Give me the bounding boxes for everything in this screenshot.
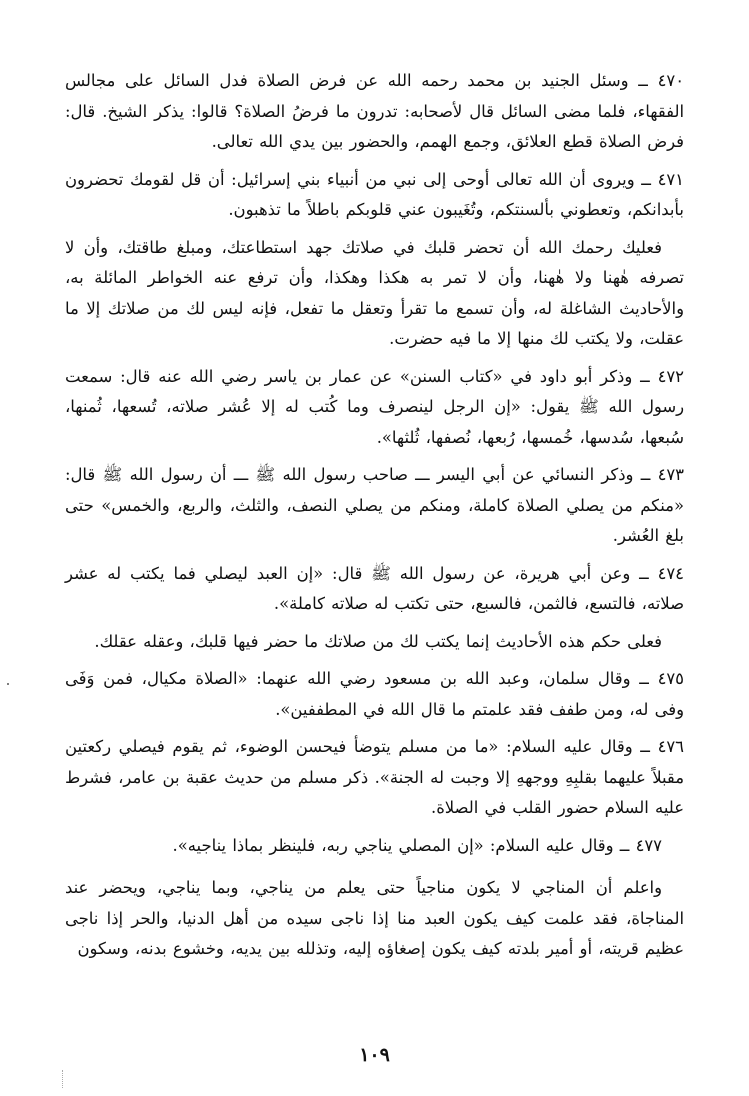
paragraph-473: ٤٧٣ ــ وذكر النسائي عن أبي اليسر ـــ صاحب رسول الله ﷺ ـــ أن رسول الله ﷺ قال: «منكم من يصلي الصلاة كاملة، ومنكم من يصلي النصف، والثلث، والربع، والخمس» حتى بلغ العُشر. xyxy=(65,465,684,545)
margin-speck xyxy=(7,683,9,685)
paragraph-commentary-presence: فعليك رحمك الله أن تحضر قلبك في صلاتك جهد استطاعتك، ومبلغ طاقتك، وأن لا تصرفه هٰهنا ولا هٰهنا، وأن لا تمر به هكذا وهكذا، وأن ترفع عنه الخواطر المائلة به، والأحاديث الشاغلة له، وأن تسمع ما تقرأ وتعقل ما تفعل، فإنه ليس لك من صلاتك إلا ما عقلت، ولا يكتب لك منها إلا ما فيه حضرت. xyxy=(65,237,684,348)
paragraph-471: ٤٧١ ــ ويروى أن الله تعالى أوحى إلى نبي من أنبياء بني إسرائيل: أن قل لقومك تحضرون بأبدانكم، وتعطوني بألسنتكم، وتُغَيبون عني قلوبكم باطلاً ما تذهبون. xyxy=(65,169,684,219)
paragraph-476: ٤٧٦ ــ وقال عليه السلام: «ما من مسلم يتوضأ فيحسن الوضوء، ثم يقوم فيصلي ركعتين مقبلاً عليهما بقلبِهِ ووجههِ إلا وجبت له الجنة». ذكر مسلم من حديث عقبة بن عامر، فشرط عليه السلام حضور القلب في الصلاة. xyxy=(65,737,684,817)
paragraph-commentary-hadith: فعلى حكم هذه الأحاديث إنما يكتب لك من صلاتك ما حضر فيها قلبك، وعقله عقلك. xyxy=(94,631,662,651)
paragraph-472: ٤٧٢ ــ وذكر أبو داود في «كتاب السنن» عن عمار بن ياسر رضي الله عنه قال: سمعت رسول الله ﷺ يقول: «إن الرجل لينصرف وما كُتب له إلا عُشر صلاته، تُسعها، ثُمنها، سُبعها، سُدسها، خُمسها، رُبعها، نُصفها، ثُلثها». xyxy=(65,366,684,447)
paragraph-470: ٤٧٠ ــ وسئل الجنيد بن محمد رحمه الله عن فرض الصلاة فدل السائل على مجالس الفقهاء، فلما مضى السائل قال لأصحابه: تدرون ما فرضُ الصلاة؟ قالوا: يذكر الشيخ. قال: فرض الصلاة قطع العلائق، وجمع الهمم، والحضور بين يدي الله تعالى. xyxy=(65,71,685,151)
paragraph-477: ٤٧٧ ــ وقال عليه السلام: «إن المصلي يناجي ربه، فلينظر بماذا يناجيه». xyxy=(172,835,662,855)
paragraph-475: ٤٧٥ ــ وقال سلمان، وعبد الله بن مسعود رضي الله عنهما: «الصلاة مكيال، فمن وَفَى وفى له، ومن طفف فقد علمتم ما قال الله في المطففين». xyxy=(65,669,684,719)
paragraph-474: ٤٧٤ ــ وعن أبي هريرة، عن رسول الله ﷺ قال: «إن العبد ليصلي فما يكتب له عشر صلاته، فالتسع، فالثمن، فالسبع، حتى تكتب له صلاته كاملة». xyxy=(65,563,684,613)
page-number: ١٠٩ xyxy=(359,1044,390,1066)
paragraph-commentary-munajat: واعلم أن المناجي لا يكون مناجياً حتى يعلم من يناجي، وبما يناجي، ويحضر عند المناجاة، فقد علمت كيف يكون العبد منا إذا ناجى سيده من أهل الدنيا، والحر إذا ناجى عظيم قريته، أو أمير بلدته كيف يكون إصغاؤه إليه، وتذلله بين يديه، وخشوع بدنه، وسكون xyxy=(65,878,684,958)
page-body xyxy=(65,66,684,972)
margin-scan-mark xyxy=(62,1070,64,1088)
